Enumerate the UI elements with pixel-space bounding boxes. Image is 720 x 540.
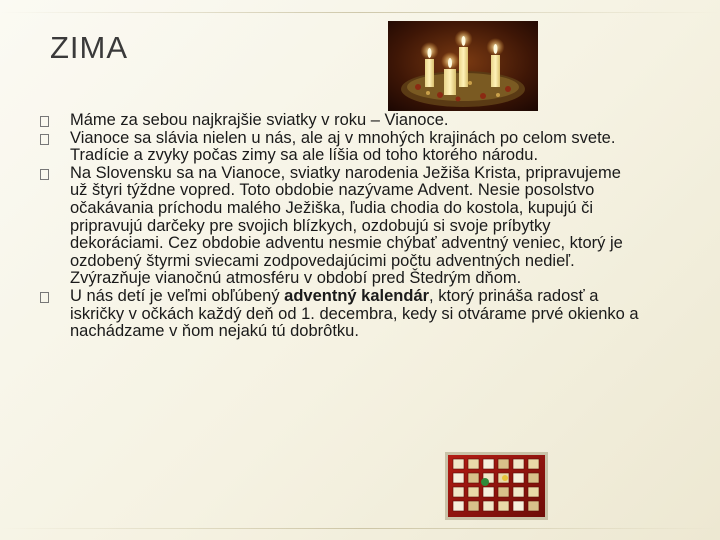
calendar-door: [453, 473, 464, 483]
bullet-text-bold: adventný kalendár: [284, 286, 430, 305]
bullet-text-before: U nás detí je veľmi obľúbený: [70, 286, 285, 305]
calendar-door: [528, 487, 539, 497]
calendar-door: [513, 487, 524, 497]
calendar-door: [498, 501, 509, 511]
bullet-marker-icon: [40, 116, 49, 127]
bullet-item: [40, 288, 640, 341]
bullet-list: [40, 112, 640, 341]
calendar-door: [468, 459, 479, 469]
calendar-door: [513, 459, 524, 469]
calendar-door: [468, 473, 479, 483]
bottom-rule: [0, 528, 720, 529]
bullet-text: Vianoce sa slávia nielen u nás, ale aj v mnohých krajinách po celom svete. Tradície a zvyky počas zimy sa ale líšia od toho ktorého národu.: [70, 128, 616, 165]
calendar-door: [528, 459, 539, 469]
bullet-text: Na Slovensku sa na Vianoce, sviatky narodenia Ježiša Krista, pripravujeme už štyri týždne vopred. Toto obdobie nazývame Advent. Nesie posolstvo očakávania príchodu malého Ježiška, ľudia chodia do kostola, kupujú či pripravujú darčeky pre svojich blízkych, ozdobujú si svoje príbytky dekoráciami. Cez obdobie adventu nesmie chýbať adventný veniec, ktorý je ozdobený štyrmi sviecami zodpovedajúcimi počtu adventných nedieľ. Zvýrazňuje vianočnú atmosféru v období pred Štedrým dňom.: [70, 163, 623, 288]
bullet-text: Máme za sebou najkrajšie sviatky v roku – Vianoce.: [70, 111, 449, 129]
calendar-door: [528, 473, 539, 483]
bullet-marker-icon: [40, 169, 49, 180]
calendar-door: [453, 487, 464, 497]
calendar-door: [483, 487, 494, 497]
bullet-text-after: , ktorý prináša radosť a iskričky v očkách každý deň od 1. decembra, kedy si otvárame prvé okienko a nachádzame v ňom nejakú tú dobrôtku.: [70, 286, 639, 341]
advent-calendar-image: [445, 452, 548, 520]
top-rule: [0, 12, 720, 13]
calendar-door: [468, 487, 479, 497]
calendar-door: [498, 487, 509, 497]
calendar-door: [513, 473, 524, 483]
calendar-door: [513, 501, 524, 511]
calendar-door: [498, 459, 509, 469]
slide-title: ZIMA: [50, 30, 129, 65]
bullet-item: [40, 165, 640, 288]
calendar-door: [483, 501, 494, 511]
bullet-marker-icon: [40, 134, 49, 145]
calendar-door: [468, 501, 479, 511]
calendar-door: [453, 459, 464, 469]
calendar-door: [453, 501, 464, 511]
bullet-item: [40, 112, 640, 130]
advent-wreath-image: [388, 21, 538, 111]
bullet-item: [40, 130, 640, 165]
calendar-door: [483, 459, 494, 469]
bullet-marker-icon: [40, 292, 49, 303]
calendar-door: [528, 501, 539, 511]
